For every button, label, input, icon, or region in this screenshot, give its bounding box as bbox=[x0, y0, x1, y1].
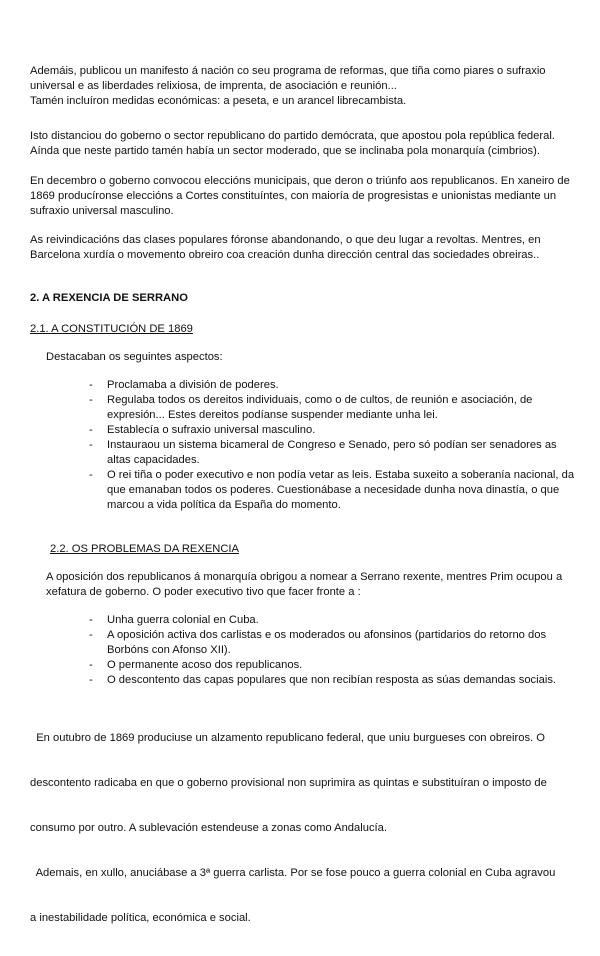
list-item: - Unha guerra colonial en Cuba. bbox=[89, 613, 579, 628]
list-item: - Regulaba todos os dereitos individuais, como o de cultos, de reunión e asociación, de expresión... Estes dereitos podíanse suspender mediante unha lei. bbox=[89, 393, 579, 423]
paragraph-uprisings: En outubro de 1869 produciuse un alzamento republicano federal, que uniu burgueses con obreiros. O descontento radicaba en que o goberno provisional non suprimira as quintas e substituíran o imposto de consumo por outro. A sublevación estendeuse a zonas como Andalucía. Ademais, en xullo, anuciábase a 3ª guerra carlista. Por se fose pouco a guerra colonial en Cuba agravou a inestabilidade política, económica e social. bbox=[30, 732, 556, 924]
list-item: - Instauraou un sistema bicameral de Congreso e Senado, pero só podían ser senadores as altas capacidades. bbox=[89, 438, 579, 468]
list-item: - O descontento das capas populares que non recibían resposta as súas demandas sociais. bbox=[89, 673, 579, 688]
paragraph-republicans: Isto distanciou do goberno o sector republicano do partido demócrata, que apostou pola república federal. Aínda que neste partido tamén había un sector moderado, que se inclinaba pola monarquía (cimbrios). bbox=[30, 130, 555, 157]
subsection-heading-problems: 2.2. OS PROBLEMAS DA REXENCIA bbox=[50, 543, 240, 555]
list-item: - Proclamaba a división de poderes. bbox=[89, 378, 579, 393]
subsection-heading-constitution: 2.1. A CONSTITUCIÓN DE 1869 bbox=[30, 323, 193, 335]
paragraph-elections: En decembro o goberno convocou eleccións municipais, que deron o triúnfo aos republicanos. En xaneiro de 1869 producíronse eleccións a Cortes constituíntes, con maioría de progresistas e unionistas mediante un sufraxio universal masculino. bbox=[30, 175, 570, 217]
list-item: - Establecía o sufraxio universal masculino. bbox=[89, 423, 579, 438]
constitution-intro: Destacaban os seguintes aspectos: bbox=[46, 351, 223, 363]
list-item: - O rei tiña o poder executivo e non podía vetar as leis. Estaba suxeito a soberanía nacional, da que emanaban todos os poderes. Cuestionábase a necesidade dunha nova dinastía, o que marcou a vida política da España do momento. bbox=[89, 468, 579, 513]
problems-intro: A oposición dos republicanos á monarquía obrigou a nomear a Serrano rexente, mentres Prim ocupou a xefatura de goberno. O poder executivo tivo que facer fronte a : bbox=[46, 571, 563, 598]
list-item: - A oposición activa dos carlistas e os moderados ou afonsinos (partidarios do retorno dos Borbóns con Afonso XII). bbox=[89, 628, 579, 658]
paragraph-manifesto: Ademáis, publicou un manifesto á nación co seu programa de reformas, que tiña como piares o sufraxio universal e as liberdades relixiosa, de imprenta, de asociación e reunión... Tamén incluíron medidas económicas: a peseta, e un arancel librecambista. bbox=[30, 65, 546, 107]
list-item: - O permanente acoso dos republicanos. bbox=[89, 658, 579, 673]
problems-list bbox=[89, 613, 579, 688]
section-heading: 2. A REXENCIA DE SERRANO bbox=[30, 292, 188, 304]
paragraph-revolts: As reivindicacións das clases populares fóronse abandonando, o que deu lugar a revoltas. Mentres, en Barcelona xurdía o movemento obreiro coa creación dunha dirección central das sociedades obreiras.. bbox=[30, 234, 541, 261]
constitution-list bbox=[89, 378, 579, 513]
